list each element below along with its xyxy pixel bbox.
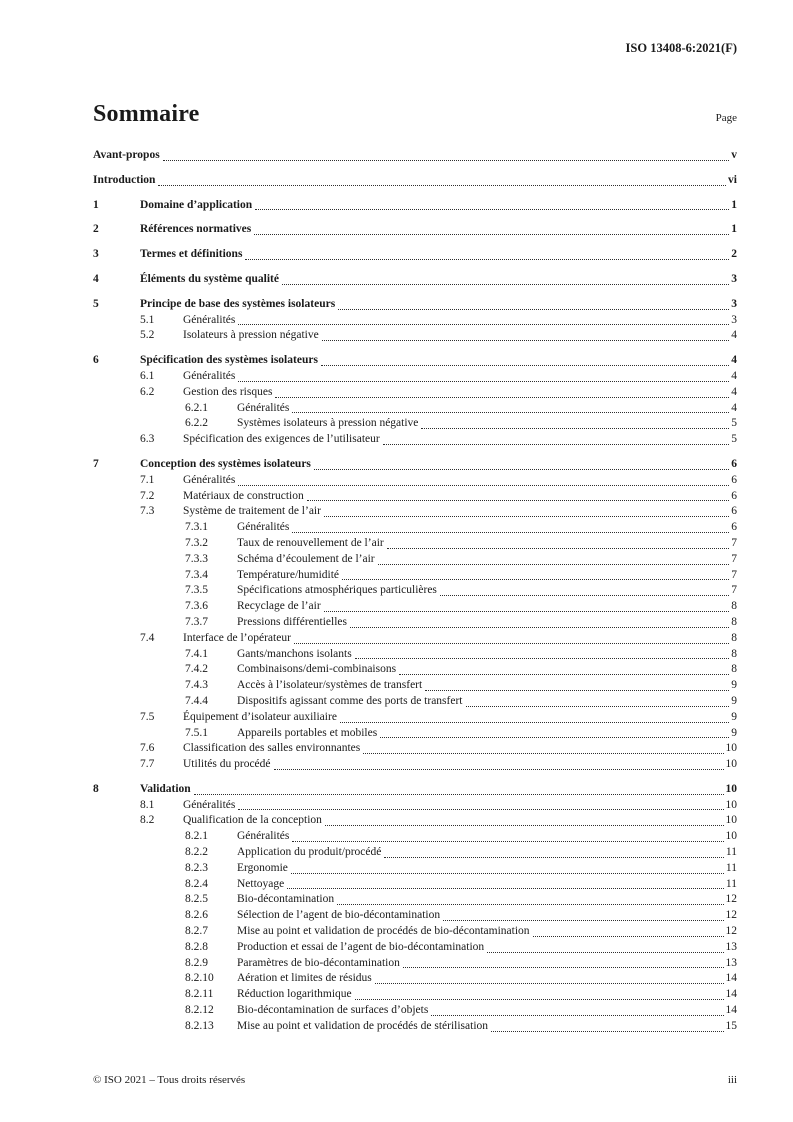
toc-entry — [93, 297, 737, 313]
toc-leader-dots — [384, 857, 724, 858]
toc-entry-page: 9 — [731, 726, 737, 739]
toc-entry-number: 8.2.6 — [185, 909, 208, 922]
toc-entry-number: 7.4.2 — [185, 663, 208, 676]
toc-entry-number: 8.2.1 — [185, 830, 208, 843]
toc-entry — [93, 877, 737, 893]
toc-entry-title: Taux de renouvellement de l’air — [237, 536, 384, 549]
toc-entry-title: Généralités — [183, 798, 236, 811]
toc-leader-dots — [238, 324, 729, 325]
toc-entry — [93, 861, 737, 877]
toc-entry-page: 4 — [731, 385, 737, 398]
toc-entry-number: 8.2.12 — [185, 1004, 214, 1017]
toc-entry — [93, 813, 737, 829]
toc-entry-number: 8.2.2 — [185, 846, 208, 859]
toc-entry-page: 11 — [725, 846, 737, 859]
toc-entry — [93, 272, 737, 288]
toc-entry-page: 13 — [725, 956, 737, 969]
toc-leader-dots — [342, 579, 729, 580]
toc-entry-number: 7.3 — [140, 505, 155, 518]
toc-entry-title: Conception des systèmes isolateurs — [140, 457, 311, 470]
toc-entry-page: 8 — [731, 663, 737, 676]
toc-entry-page: 12 — [725, 893, 737, 906]
toc-entry-number: 6 — [93, 354, 99, 367]
toc-entry-page: 10 — [725, 758, 737, 771]
toc-entry-page: 11 — [725, 861, 737, 874]
toc-entry-number: 7 — [93, 457, 99, 470]
toc-entry-number: 8 — [93, 782, 99, 795]
toc-entry — [93, 892, 737, 908]
toc-entry-title: Paramètres de bio-décontamination — [237, 956, 400, 969]
toc-entry-title: Production et essai de l’agent de bio-décontamination — [237, 940, 485, 953]
toc-leader-dots — [314, 469, 729, 470]
toc-entry-number: 8.2.4 — [185, 877, 208, 890]
toc-entry-number: 4 — [93, 272, 99, 285]
toc-leader-dots — [337, 904, 723, 905]
toc-entry — [93, 385, 737, 401]
toc-leader-dots — [399, 674, 729, 675]
toc-entry — [93, 615, 737, 631]
toc-leader-dots — [163, 160, 730, 161]
toc-entry-title: Généralités — [237, 401, 290, 414]
toc-leader-dots — [292, 841, 723, 842]
toc-entry-title: Spécifications atmosphériques particulières — [237, 584, 437, 597]
toc-entry-title: Application du produit/procédé — [237, 846, 382, 859]
page-column-label: Page — [715, 112, 737, 124]
toc-leader-dots — [403, 967, 724, 968]
toc-entry-title: Recyclage de l’air — [237, 600, 321, 613]
toc-entry-number: 7.3.2 — [185, 536, 208, 549]
toc-entry-title: Bio-décontamination — [237, 893, 335, 906]
toc-leader-dots — [238, 381, 729, 382]
toc-entry-title: Qualification de la conception — [183, 814, 322, 827]
toc-entry-page: 6 — [731, 473, 737, 486]
page-title: Sommaire — [93, 101, 200, 127]
toc-entry — [93, 583, 737, 599]
toc-entry-page: 6 — [731, 505, 737, 518]
toc-entry-page: 12 — [725, 925, 737, 938]
toc-entry-title: Système de traitement de l’air — [183, 505, 321, 518]
toc-entry-number: 8.2.9 — [185, 956, 208, 969]
toc-entry-title: Interface de l’opérateur — [183, 631, 291, 644]
toc-entry-page: 9 — [731, 694, 737, 707]
toc-entry — [93, 328, 737, 344]
toc-entry — [93, 1003, 737, 1019]
toc-entry-number: 8.2.8 — [185, 940, 208, 953]
toc-entry — [93, 401, 737, 417]
toc-entry-title: Mise au point et validation de procédés de stérilisation — [237, 1019, 489, 1032]
toc-entry-page: 4 — [731, 401, 737, 414]
toc-leader-dots — [425, 690, 729, 691]
toc-entry-page: 7 — [731, 584, 737, 597]
toc-entry-page: 2 — [731, 248, 737, 261]
toc-entry-page: 9 — [731, 679, 737, 692]
toc-entry — [93, 520, 737, 536]
toc-entry-number: 7.6 — [140, 742, 155, 755]
toc-entry-number: 6.2.1 — [185, 401, 208, 414]
toc-header — [93, 100, 737, 128]
toc-entry-page: 6 — [731, 457, 737, 470]
toc-entry-number: 5.1 — [140, 313, 155, 326]
toc-entry — [93, 987, 737, 1003]
toc-entry-page: 5 — [731, 417, 737, 430]
toc-leader-dots — [421, 428, 729, 429]
toc-entry-page: 4 — [731, 354, 737, 367]
toc-entry-number: 8.2.13 — [185, 1019, 214, 1032]
toc-leader-dots — [194, 794, 724, 795]
toc-entry-number: 7.2 — [140, 489, 155, 502]
toc-leader-dots — [287, 888, 724, 889]
toc-entry-title: Aération et limites de résidus — [237, 972, 372, 985]
toc-entry-page: 7 — [731, 568, 737, 581]
toc-entry — [93, 908, 737, 924]
toc-entry-title: Matériaux de construction — [183, 489, 304, 502]
toc-entry-number: 7.1 — [140, 473, 155, 486]
toc-entry-number: 7.7 — [140, 758, 155, 771]
toc-entry — [93, 198, 737, 214]
footer-page-number: iii — [727, 1074, 737, 1086]
toc-leader-dots — [292, 412, 729, 413]
toc-leader-dots — [466, 706, 730, 707]
toc-leader-dots — [355, 658, 730, 659]
toc-entry — [93, 741, 737, 757]
toc-leader-dots — [321, 365, 729, 366]
toc-entry — [93, 971, 737, 987]
toc-entry-number: 2 — [93, 223, 99, 236]
toc-leader-dots — [350, 627, 729, 628]
toc-entry-number: 7.5 — [140, 710, 155, 723]
toc-entry-title: Principe de base des systèmes isolateurs — [140, 297, 336, 310]
toc-entry-number: 7.3.4 — [185, 568, 208, 581]
toc-entry-title: Systèmes isolateurs à pression négative — [237, 417, 419, 430]
toc-leader-dots — [292, 532, 729, 533]
toc-leader-dots — [238, 485, 729, 486]
toc-entry — [93, 694, 737, 710]
toc-entry-title: Schéma d’écoulement de l’air — [237, 552, 375, 565]
toc-entry-page: 7 — [731, 536, 737, 549]
toc-leader-dots — [282, 284, 729, 285]
toc-entry-page: 13 — [725, 940, 737, 953]
toc-entry — [93, 678, 737, 694]
toc-entry — [93, 536, 737, 552]
toc-entry-title: Références normatives — [140, 223, 252, 236]
toc-entry-title: Spécification des exigences de l’utilisateur — [183, 433, 380, 446]
toc-leader-dots — [325, 825, 724, 826]
toc-entry-page: 4 — [731, 369, 737, 382]
toc-entry — [93, 432, 737, 448]
toc-entry-title: Sélection de l’agent de bio-décontamination — [237, 909, 441, 922]
toc-leader-dots — [245, 259, 729, 260]
toc-leader-dots — [307, 500, 730, 501]
toc-entry-page: 10 — [725, 798, 737, 811]
toc-entry — [93, 710, 737, 726]
toc-entry — [93, 552, 737, 568]
toc-entry-number: 8.2.5 — [185, 893, 208, 906]
toc-entry-title: Spécification des systèmes isolateurs — [140, 354, 318, 367]
toc-leader-dots — [340, 722, 729, 723]
toc-entry-page: 5 — [731, 433, 737, 446]
toc-leader-dots — [387, 548, 730, 549]
document-reference: ISO 13408-6:2021(F) — [625, 41, 737, 55]
toc-entry-page: 8 — [731, 631, 737, 644]
toc-entry-number: 7.3.6 — [185, 600, 208, 613]
toc-entry-title: Avant-propos — [93, 149, 160, 161]
toc-entry-page: 8 — [731, 647, 737, 660]
toc-entry-page: 6 — [731, 489, 737, 502]
toc-entry — [93, 173, 737, 189]
toc-entry-title: Appareils portables et mobiles — [237, 726, 378, 739]
toc-entry — [93, 798, 737, 814]
toc-entry-title: Pressions différentielles — [237, 615, 347, 628]
toc-entry-page: 15 — [725, 1019, 737, 1032]
toc-entry — [93, 956, 737, 972]
toc-entry-number: 3 — [93, 248, 99, 261]
toc-entry — [93, 1019, 737, 1035]
toc-entry-number: 6.1 — [140, 369, 155, 382]
toc-entry-page: 9 — [731, 710, 737, 723]
toc-leader-dots — [443, 920, 723, 921]
toc-entry-title: Généralités — [237, 521, 290, 534]
toc-leader-dots — [491, 1031, 723, 1032]
toc-entry-number: 5.2 — [140, 329, 155, 342]
toc-list — [93, 148, 737, 1035]
toc-entry-title: Équipement d’isolateur auxiliaire — [183, 710, 337, 723]
toc-entry-number: 8.1 — [140, 798, 155, 811]
toc-entry-page: 8 — [731, 600, 737, 613]
toc-entry-number: 5 — [93, 297, 99, 310]
toc-entry-page: 14 — [725, 1004, 737, 1017]
toc-entry-title: Isolateurs à pression négative — [183, 329, 319, 342]
toc-entry-number: 8.2.10 — [185, 972, 214, 985]
toc-entry-title: Généralités — [237, 830, 290, 843]
toc-entry-title: Combinaisons/demi-combinaisons — [237, 663, 397, 676]
toc-entry-title: Classification des salles environnantes — [183, 742, 361, 755]
toc-entry — [93, 353, 737, 369]
toc-leader-dots — [291, 873, 724, 874]
toc-entry — [93, 647, 737, 663]
toc-leader-dots — [383, 444, 730, 445]
toc-leader-dots — [338, 309, 729, 310]
toc-entry-title: Gestion des risques — [183, 385, 273, 398]
toc-entry — [93, 369, 737, 385]
toc-leader-dots — [431, 1015, 723, 1016]
toc-entry — [93, 313, 737, 329]
toc-leader-dots — [533, 936, 724, 937]
toc-entry-number: 7.4.1 — [185, 647, 208, 660]
toc-entry-title: Validation — [140, 782, 191, 795]
toc-entry — [93, 940, 737, 956]
toc-leader-dots — [324, 611, 730, 612]
toc-entry — [93, 757, 737, 773]
toc-leader-dots — [355, 999, 724, 1000]
toc-entry-page: 3 — [731, 272, 737, 285]
toc-entry-page: 10 — [725, 742, 737, 755]
toc-entry-title: Dispositifs agissant comme des ports de transfert — [237, 694, 463, 707]
toc-leader-dots — [487, 952, 723, 953]
toc-entry — [93, 924, 737, 940]
toc-entry — [93, 473, 737, 489]
toc-entry — [93, 489, 737, 505]
toc-entry-title: Termes et définitions — [140, 248, 243, 261]
toc-entry-number: 8.2 — [140, 814, 155, 827]
toc-entry-page: 7 — [731, 552, 737, 565]
toc-entry-page: 1 — [731, 223, 737, 236]
toc-leader-dots — [255, 209, 729, 210]
toc-entry-title: Généralités — [183, 369, 236, 382]
toc-entry-number: 8.2.7 — [185, 925, 208, 938]
toc-entry — [93, 782, 737, 798]
toc-entry-number: 7.3.3 — [185, 552, 208, 565]
toc-entry — [93, 416, 737, 432]
toc-entry-title: Domaine d’application — [140, 198, 253, 211]
toc-entry-title: Bio-décontamination de surfaces d’objets — [237, 1004, 429, 1017]
toc-entry-title: Mise au point et validation de procédés de bio-décontamination — [237, 925, 530, 938]
page-footer — [93, 1074, 737, 1086]
toc-entry-title: Éléments du système qualité — [140, 272, 279, 285]
toc-leader-dots — [380, 737, 729, 738]
toc-leader-dots — [440, 595, 729, 596]
toc-entry-page: 3 — [731, 297, 737, 310]
toc-entry-title: Réduction logarithmique — [237, 988, 352, 1001]
toc-entry-title: Gants/manchons isolants — [237, 647, 352, 660]
toc-entry-number: 7.3.5 — [185, 584, 208, 597]
toc-entry-title: Nettoyage — [237, 877, 285, 890]
toc-entry-title: Température/humidité — [237, 568, 340, 581]
toc-entry-page: 8 — [731, 615, 737, 628]
toc-entry-number: 7.4.4 — [185, 694, 208, 707]
toc-leader-dots — [275, 397, 729, 398]
toc-entry-number: 6.2.2 — [185, 417, 208, 430]
toc-entry — [93, 726, 737, 742]
toc-entry — [93, 568, 737, 584]
toc-entry — [93, 829, 737, 845]
toc-entry-page: 14 — [725, 988, 737, 1001]
toc-leader-dots — [238, 809, 723, 810]
toc-entry-title: Introduction — [93, 173, 156, 186]
toc-entry — [93, 599, 737, 615]
toc-entry-page: 10 — [725, 782, 737, 795]
toc-entry-number: 1 — [93, 198, 99, 211]
toc-entry-title: Généralités — [183, 313, 236, 326]
toc-entry — [93, 148, 737, 164]
toc-entry-number: 7.3.7 — [185, 615, 208, 628]
toc-leader-dots — [363, 753, 723, 754]
toc-entry — [93, 631, 737, 647]
toc-entry — [93, 662, 737, 678]
toc-entry-number: 7.3.1 — [185, 521, 208, 534]
toc-entry-page: 10 — [725, 814, 737, 827]
toc-leader-dots — [158, 185, 726, 186]
toc-leader-dots — [274, 769, 724, 770]
toc-entry-page: 6 — [731, 521, 737, 534]
toc-leader-dots — [375, 983, 724, 984]
toc-leader-dots — [254, 234, 729, 235]
toc-entry-page: 11 — [725, 877, 737, 890]
toc-entry — [93, 247, 737, 263]
toc-entry-page: 10 — [725, 830, 737, 843]
toc-entry-page: 4 — [731, 329, 737, 342]
toc-entry-number: 8.2.3 — [185, 861, 208, 874]
copyright-notice: © ISO 2021 – Tous droits réservés — [93, 1074, 246, 1086]
toc-entry-number: 7.4 — [140, 631, 155, 644]
toc-entry-page: 1 — [731, 198, 737, 211]
toc-entry — [93, 845, 737, 861]
toc-entry-title: Accès à l’isolateur/systèmes de transfert — [237, 679, 423, 692]
toc-leader-dots — [322, 340, 730, 341]
toc-entry-number: 6.3 — [140, 433, 155, 446]
toc-leader-dots — [294, 643, 729, 644]
toc-entry-page: vi — [728, 173, 737, 186]
toc-entry-title: Ergonomie — [237, 861, 288, 874]
toc-entry-title: Généralités — [183, 473, 236, 486]
toc-entry-title: Utilités du procédé — [183, 758, 271, 771]
toc-entry — [93, 504, 737, 520]
toc-entry — [93, 222, 737, 238]
toc-leader-dots — [324, 516, 729, 517]
toc-entry-number: 8.2.11 — [185, 988, 214, 1001]
toc-entry-page: 14 — [725, 972, 737, 985]
toc-leader-dots — [378, 564, 730, 565]
toc-entry-number: 7.5.1 — [185, 726, 208, 739]
toc-entry-page: v — [731, 149, 737, 161]
toc-entry-page: 3 — [731, 313, 737, 326]
toc-entry-number: 6.2 — [140, 385, 155, 398]
toc-entry-page: 12 — [725, 909, 737, 922]
toc-entry-number: 7.4.3 — [185, 679, 208, 692]
toc-entry — [93, 457, 737, 473]
